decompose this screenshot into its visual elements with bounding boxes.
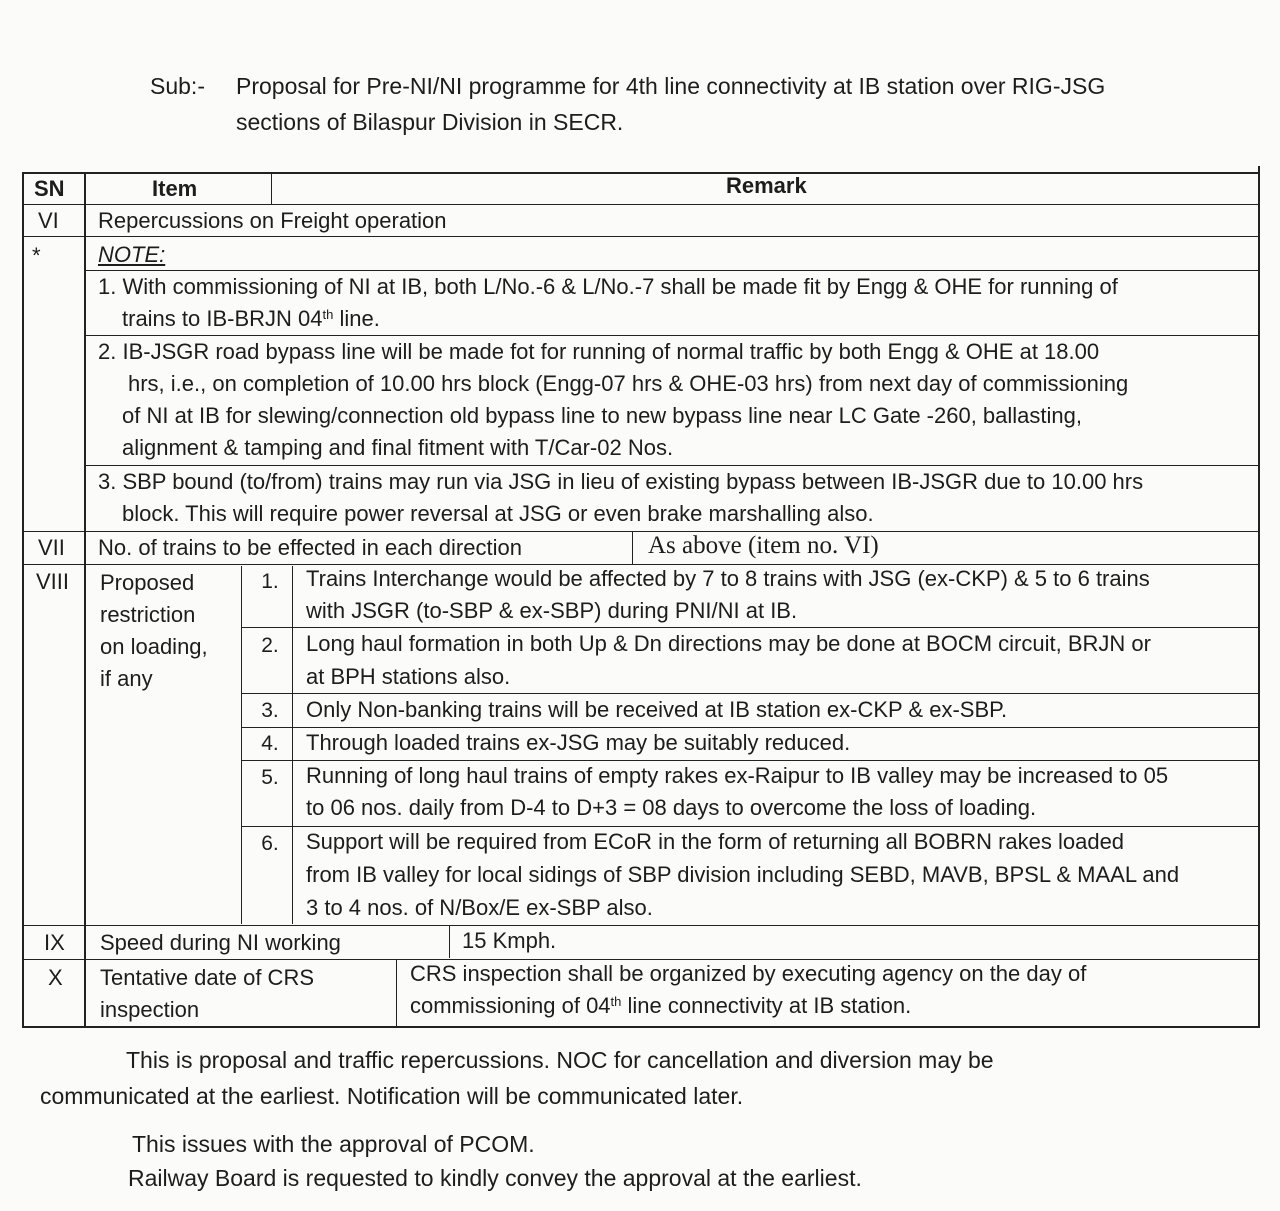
row-viii-sn: VIII	[36, 569, 70, 594]
row-vi-item: Repercussions on Freight operation	[98, 208, 447, 233]
restriction-text: Trains Interchange would be affected by 7 to 8 trains with JSG (ex-CKP) & 5 to 6 trains	[306, 566, 1150, 591]
restriction-text: Support will be required from ECoR in the form of returning all BOBRN rakes loaded	[306, 829, 1125, 854]
note-sn: *	[32, 243, 41, 268]
subject-line-2: sections of Bilaspur Division in SECR.	[236, 109, 624, 135]
restriction-text: to 06 nos. daily from D-4 to D+3 = 08 days to overcome the loss of loading.	[306, 795, 1037, 820]
header-remark: Remark	[726, 173, 807, 198]
approval-note: This issues with the approval of PCOM.	[132, 1131, 535, 1157]
note-point-1-line-2: trains to IB-BRJN 04th line.	[122, 306, 380, 331]
note-point-2-line-3: of NI at IB for slewing/connection old bypass line to new bypass line near LC Gate -260, ballasting,	[122, 403, 1082, 428]
restriction-number: 4.	[261, 732, 279, 755]
restriction-text: at BPH stations also.	[306, 664, 511, 689]
note-point-3-line-1: 3. SBP bound (to/from) trains may run via JSG in lieu of existing bypass between IB-JSGR due to 10.00 hrs	[98, 469, 1144, 494]
row-vii-remark: As above (item no. VI)	[648, 532, 879, 559]
row-x-sn: X	[48, 965, 63, 990]
row-ix-item: Speed during NI working	[100, 930, 341, 955]
row-ix-sn: IX	[44, 930, 65, 955]
row-ix-remark: 15 Kmph.	[462, 928, 557, 953]
restriction-text: Running of long haul trains of empty rakes ex-Raipur to IB valley may be increased to 05	[306, 763, 1169, 788]
row-vii-item: No. of trains to be effected in each direction	[98, 535, 522, 560]
row-viii-item-line-2: restriction	[100, 602, 196, 627]
header-item: Item	[152, 176, 198, 201]
note-point-1-line-1: 1. With commissioning of NI at IB, both L/No.-6 & L/No.-7 shall be made fit by Engg & OHE for running of	[98, 274, 1118, 299]
note-point-2-line-2: hrs, i.e., on completion of 10.00 hrs block (Engg-07 hrs & OHE-03 hrs) from next day of commissioning	[128, 371, 1129, 396]
request-note: Railway Board is requested to kindly convey the approval at the earliest.	[128, 1165, 862, 1191]
subject-line-1: Proposal for Pre-NI/NI programme for 4th line connectivity at IB station over RIG-JSG	[236, 73, 1106, 99]
note-title: NOTE:	[98, 242, 166, 267]
row-x-item-line-2: inspection	[100, 997, 200, 1022]
restriction-number: 5.	[261, 766, 279, 789]
row-x-remark-line-2: commissioning of 04th line connectivity at IB station.	[410, 993, 912, 1018]
restriction-number: 3.	[261, 699, 279, 722]
restriction-text: 3 to 4 nos. of N/Box/E ex-SBP also.	[306, 895, 653, 920]
note-point-2-line-4: alignment & tamping and final fitment with T/Car-02 Nos.	[122, 435, 674, 460]
restriction-text: Long haul formation in both Up & Dn directions may be done at BOCM circuit, BRJN or	[306, 631, 1151, 656]
row-vi-sn: VI	[38, 208, 59, 233]
row-viii-item-line-3: on loading,	[100, 634, 208, 659]
restriction-number: 2.	[261, 634, 279, 657]
row-vii-sn: VII	[38, 535, 65, 560]
note-point-3-line-2: block. This will require power reversal at JSG or even brake marshalling also.	[122, 501, 874, 526]
restriction-number: 1.	[261, 570, 279, 593]
note-point-2-line-1: 2. IB-JSGR road bypass line will be made fot for running of normal traffic by both Engg & OHE at 18.00	[98, 339, 1100, 364]
restriction-number: 6.	[261, 832, 279, 855]
row-viii-item-line-4: if any	[100, 666, 153, 691]
row-x-item-line-1: Tentative date of CRS	[100, 965, 315, 990]
closing-paragraph-line-2: communicated at the earliest. Notification will be communicated later.	[40, 1083, 744, 1109]
restriction-text: with JSGR (to-SBP & ex-SBP) during PNI/NI at IB.	[306, 598, 798, 623]
restriction-text: from IB valley for local sidings of SBP division including SEBD, MAVB, BPSL & MAAL and	[306, 862, 1180, 887]
row-x-remark-line-1: CRS inspection shall be organized by executing agency on the day of	[410, 961, 1087, 986]
closing-paragraph-line-1: This is proposal and traffic repercussions. NOC for cancellation and diversion may be	[126, 1047, 994, 1073]
restriction-text: Through loaded trains ex-JSG may be suitably reduced.	[306, 730, 851, 755]
header-sn: SN	[34, 176, 65, 201]
row-viii-item-line-1: Proposed	[100, 570, 195, 595]
restriction-text: Only Non-banking trains will be received at IB station ex-CKP & ex-SBP.	[306, 697, 1008, 722]
subject-label: Sub:-	[150, 73, 205, 99]
